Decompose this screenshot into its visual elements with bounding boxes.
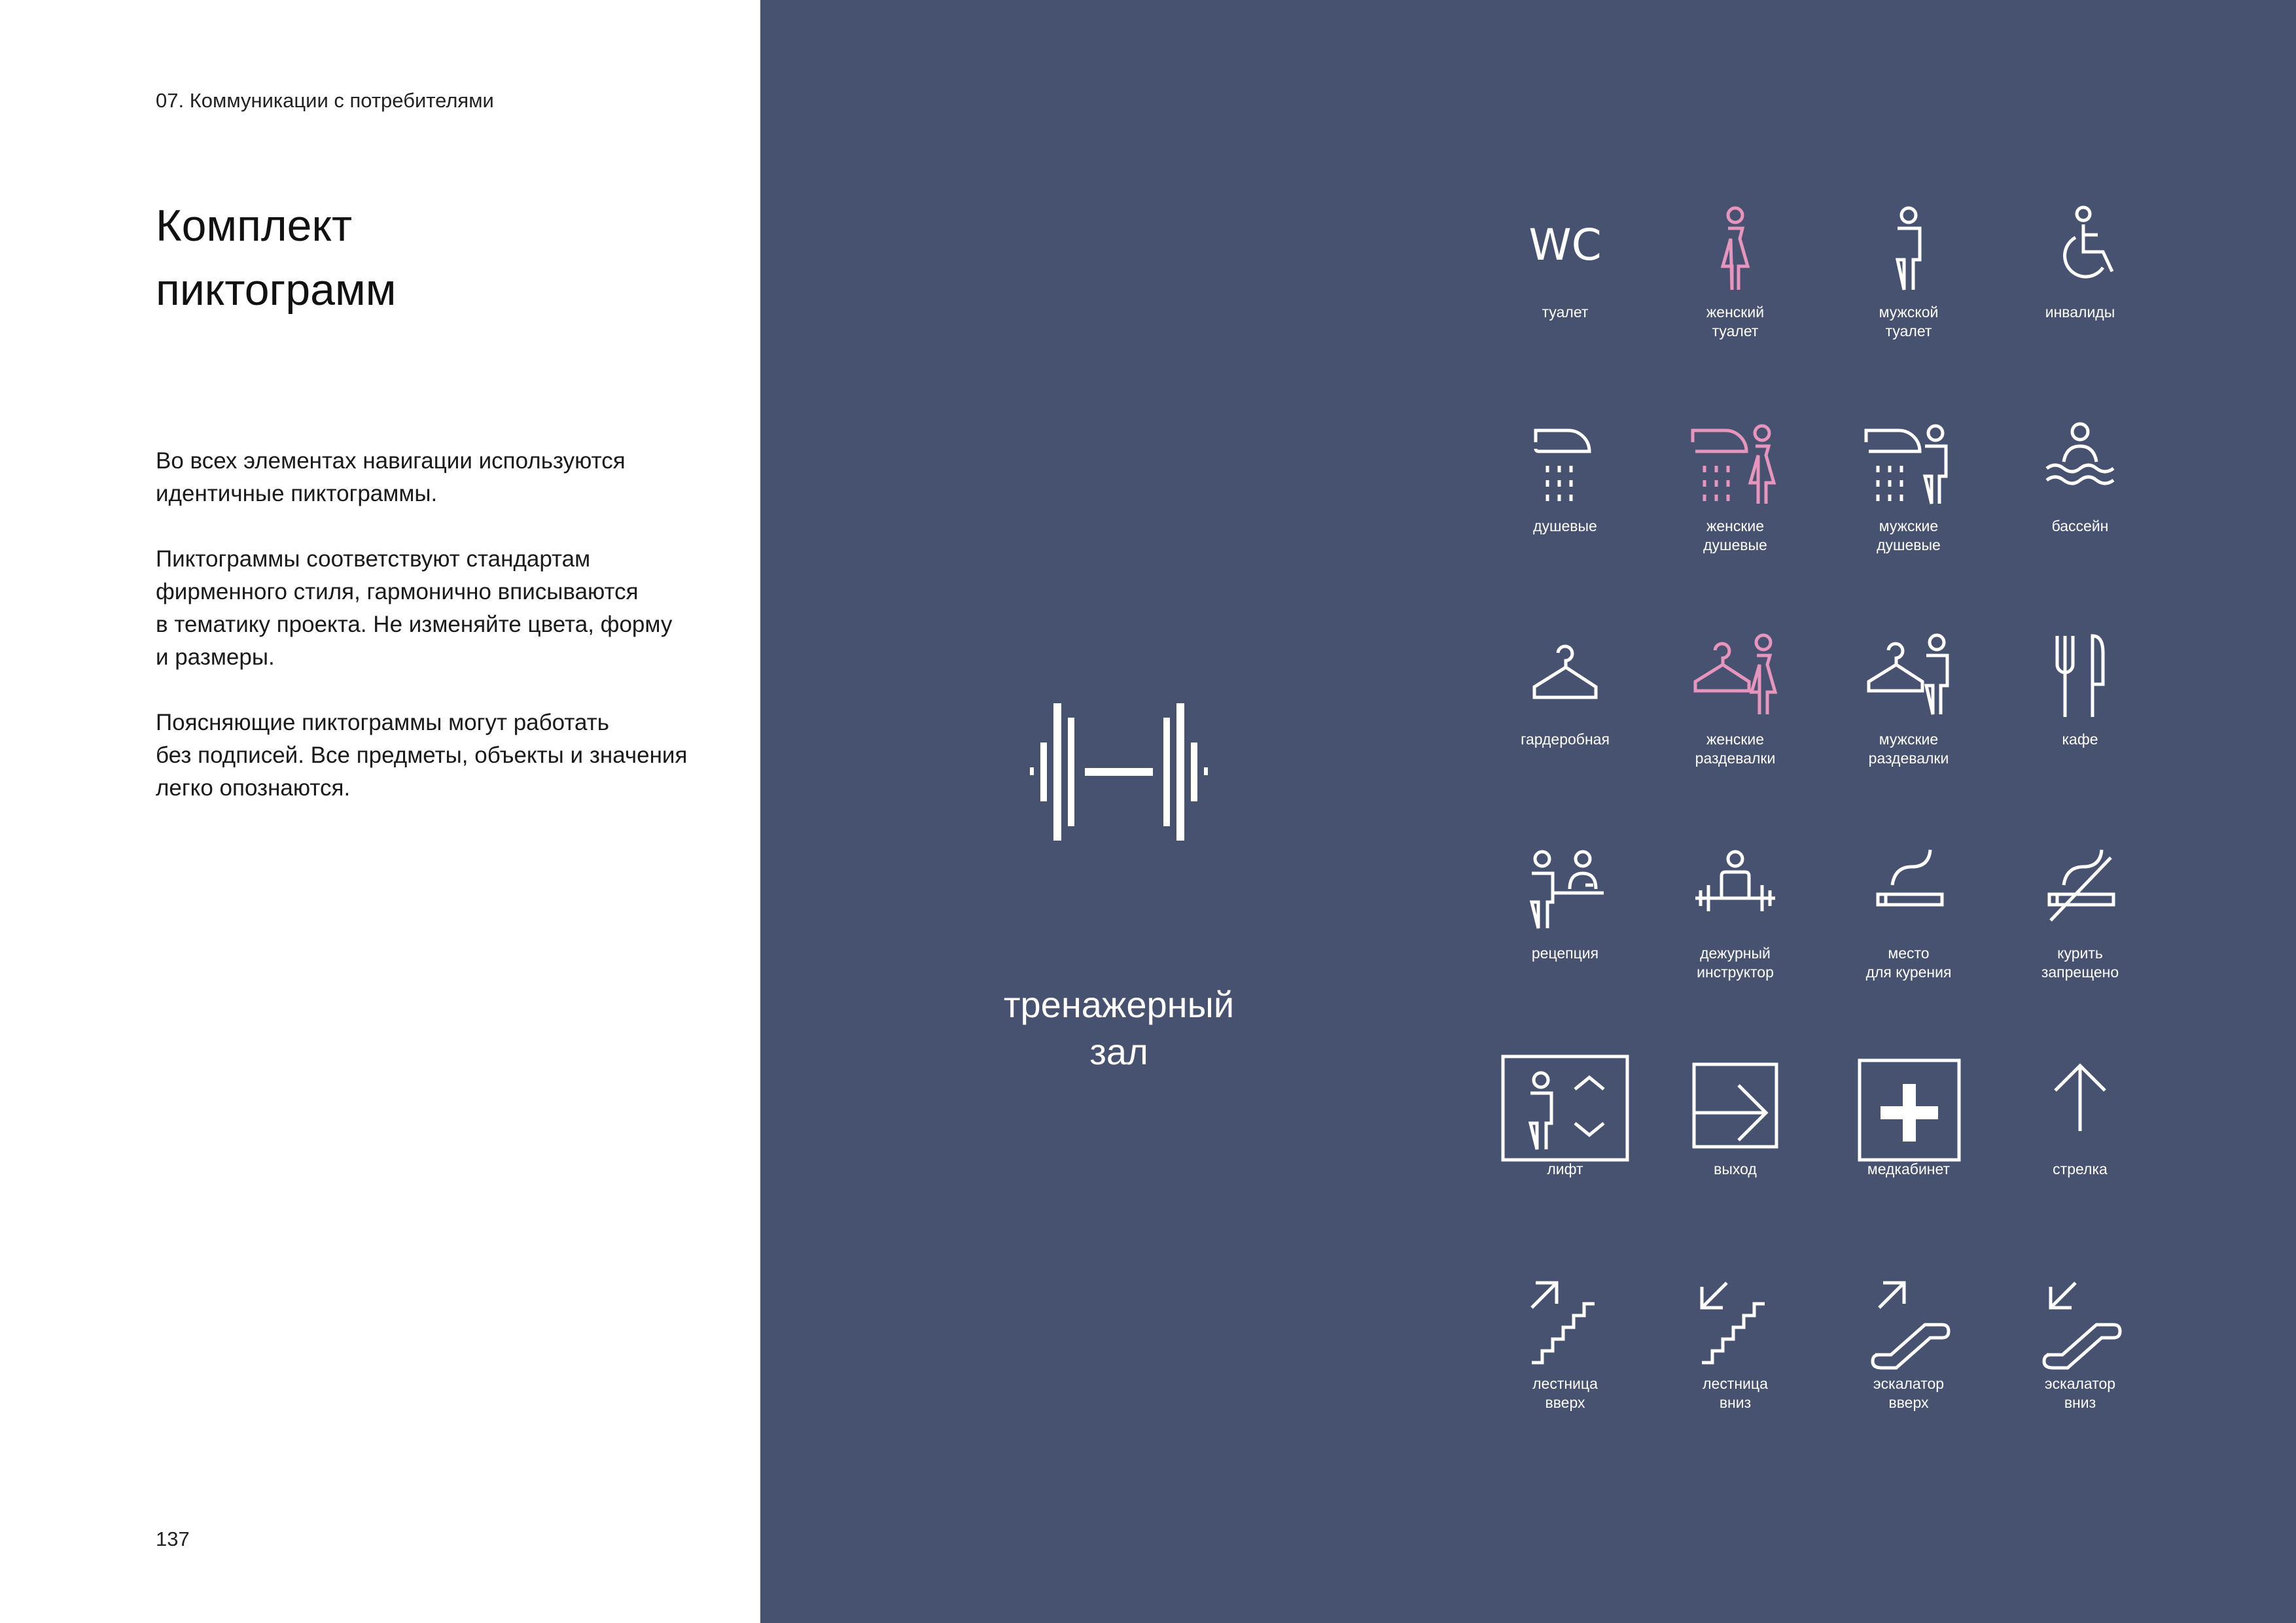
pictogram-label: лестница вверх: [1532, 1375, 1598, 1411]
pictogram-wheelchair: [2005, 206, 2155, 409]
reception-icon: [1523, 847, 1608, 932]
pictogram-elevator: [1490, 1063, 1640, 1266]
paragraph: Во всех элементах навигации используются идентичные пиктограммы.: [156, 448, 626, 506]
escalator-down-icon: [2038, 1278, 2123, 1363]
pictogram-female-locker: [1660, 633, 1810, 836]
pictogram-label: место для курения: [1865, 945, 1952, 981]
pictogram-reception: [1490, 847, 1640, 1050]
pictogram-label: женские душевые: [1703, 517, 1767, 553]
pictogram-male-locker: [1833, 633, 1984, 836]
pictogram-label: душевые: [1533, 517, 1597, 534]
pictogram-label: инвалиды: [2045, 304, 2115, 321]
wc-icon: [1523, 206, 1608, 291]
pictogram-female-toilet: [1660, 206, 1810, 409]
pictogram-label: медкабинет: [1867, 1161, 1951, 1178]
cafe-icon: [2038, 633, 2123, 718]
paragraph: Поясняющие пиктограммы могут работать без подписей. Все предметы, объекты и значения легко опознаются.: [156, 710, 688, 801]
pictogram-label: бассейн: [2051, 517, 2109, 534]
section-title: 07. Коммуникации с потребителями: [156, 89, 494, 112]
pictogram-stairs-down: [1660, 1278, 1810, 1480]
pictogram-arrow-up: [2005, 1063, 2155, 1266]
pictogram-label: кафе: [2062, 731, 2098, 748]
body-text: [156, 445, 718, 837]
pictogram-label: туалет: [1542, 304, 1589, 321]
pictogram-male-toilet: [1833, 206, 1984, 409]
pictogram-label: женский туалет: [1706, 304, 1765, 340]
left-page: [0, 0, 760, 1623]
page-title-line: Комплект: [156, 201, 353, 251]
svg-text:WC: WC: [1528, 220, 1602, 270]
pictogram-escalator-up: [1833, 1278, 1984, 1480]
stairs-down-icon: [1693, 1278, 1778, 1363]
pictogram-label: лифт: [1547, 1161, 1583, 1178]
pictogram-label: эскалатор вверх: [1873, 1375, 1945, 1411]
no-smoking-icon: [2038, 847, 2123, 932]
pictogram-shower: [1490, 420, 1640, 623]
pictogram-wc: [1490, 206, 1640, 409]
pictogram-label: выход: [1714, 1161, 1757, 1178]
pictogram-instructor: [1660, 847, 1810, 1050]
stairs-up-icon: [1523, 1278, 1608, 1363]
pictogram-stairs-up: [1490, 1278, 1640, 1480]
elevator-icon: [1523, 1063, 1608, 1148]
barbell-icon: [1030, 703, 1208, 841]
page-number: 137: [156, 1527, 190, 1550]
page-title-line: пиктограмм: [156, 265, 397, 315]
male-shower-icon: [1866, 420, 1951, 505]
pictogram-label: гардеробная: [1521, 731, 1610, 748]
male-locker-icon: [1866, 633, 1951, 718]
page-title: [156, 194, 396, 322]
pictogram-hanger: [1490, 633, 1640, 836]
pictogram-no-smoking: [2005, 847, 2155, 1050]
pictogram-label: стрелка: [2053, 1161, 2108, 1178]
shower-icon: [1523, 420, 1608, 505]
pictogram-label: мужской туалет: [1879, 304, 1939, 340]
female-locker-icon: [1693, 633, 1778, 718]
male-toilet-icon: [1866, 206, 1951, 291]
pictogram-label: женские раздевалки: [1695, 731, 1776, 767]
paragraph: Пиктограммы соответствуют стандартам фирменного стиля, гармонично вписываются в тематику проекта. Не изменяйте цвета, форму и размеры.: [156, 546, 673, 670]
pictogram-label: мужские душевые: [1877, 517, 1941, 553]
pictogram-label: эскалатор вниз: [2044, 1375, 2116, 1411]
hanger-icon: [1523, 633, 1608, 718]
female-toilet-icon: [1693, 206, 1778, 291]
wheelchair-icon: [2038, 206, 2123, 291]
pictogram-label: курить запрещено: [2041, 945, 2119, 981]
exit-icon: [1693, 1063, 1778, 1148]
medical-icon: [1866, 1063, 1951, 1148]
smoking-icon: [1866, 847, 1951, 932]
arrow-up-icon: [2038, 1063, 2123, 1148]
escalator-up-icon: [1866, 1278, 1951, 1363]
instructor-icon: [1693, 847, 1778, 932]
pictogram-label: рецепция: [1531, 945, 1599, 962]
pictogram-label: лестница вниз: [1703, 1375, 1768, 1411]
pictogram-escalator-down: [2005, 1278, 2155, 1480]
pictogram-medical: [1833, 1063, 1984, 1266]
pictogram-male-shower: [1833, 420, 1984, 623]
pictogram-label: дежурный инструктор: [1697, 945, 1774, 981]
pool-icon: [2038, 420, 2123, 505]
pictogram-female-shower: [1660, 420, 1810, 623]
pictogram-exit: [1660, 1063, 1810, 1266]
hero-label: тренажерный зал: [1003, 984, 1235, 1072]
pictogram-pool: [2005, 420, 2155, 623]
female-shower-icon: [1693, 420, 1778, 505]
pictogram-smoking: [1833, 847, 1984, 1050]
pictogram-cafe: [2005, 633, 2155, 836]
pictogram-label: мужские раздевалки: [1868, 731, 1949, 767]
